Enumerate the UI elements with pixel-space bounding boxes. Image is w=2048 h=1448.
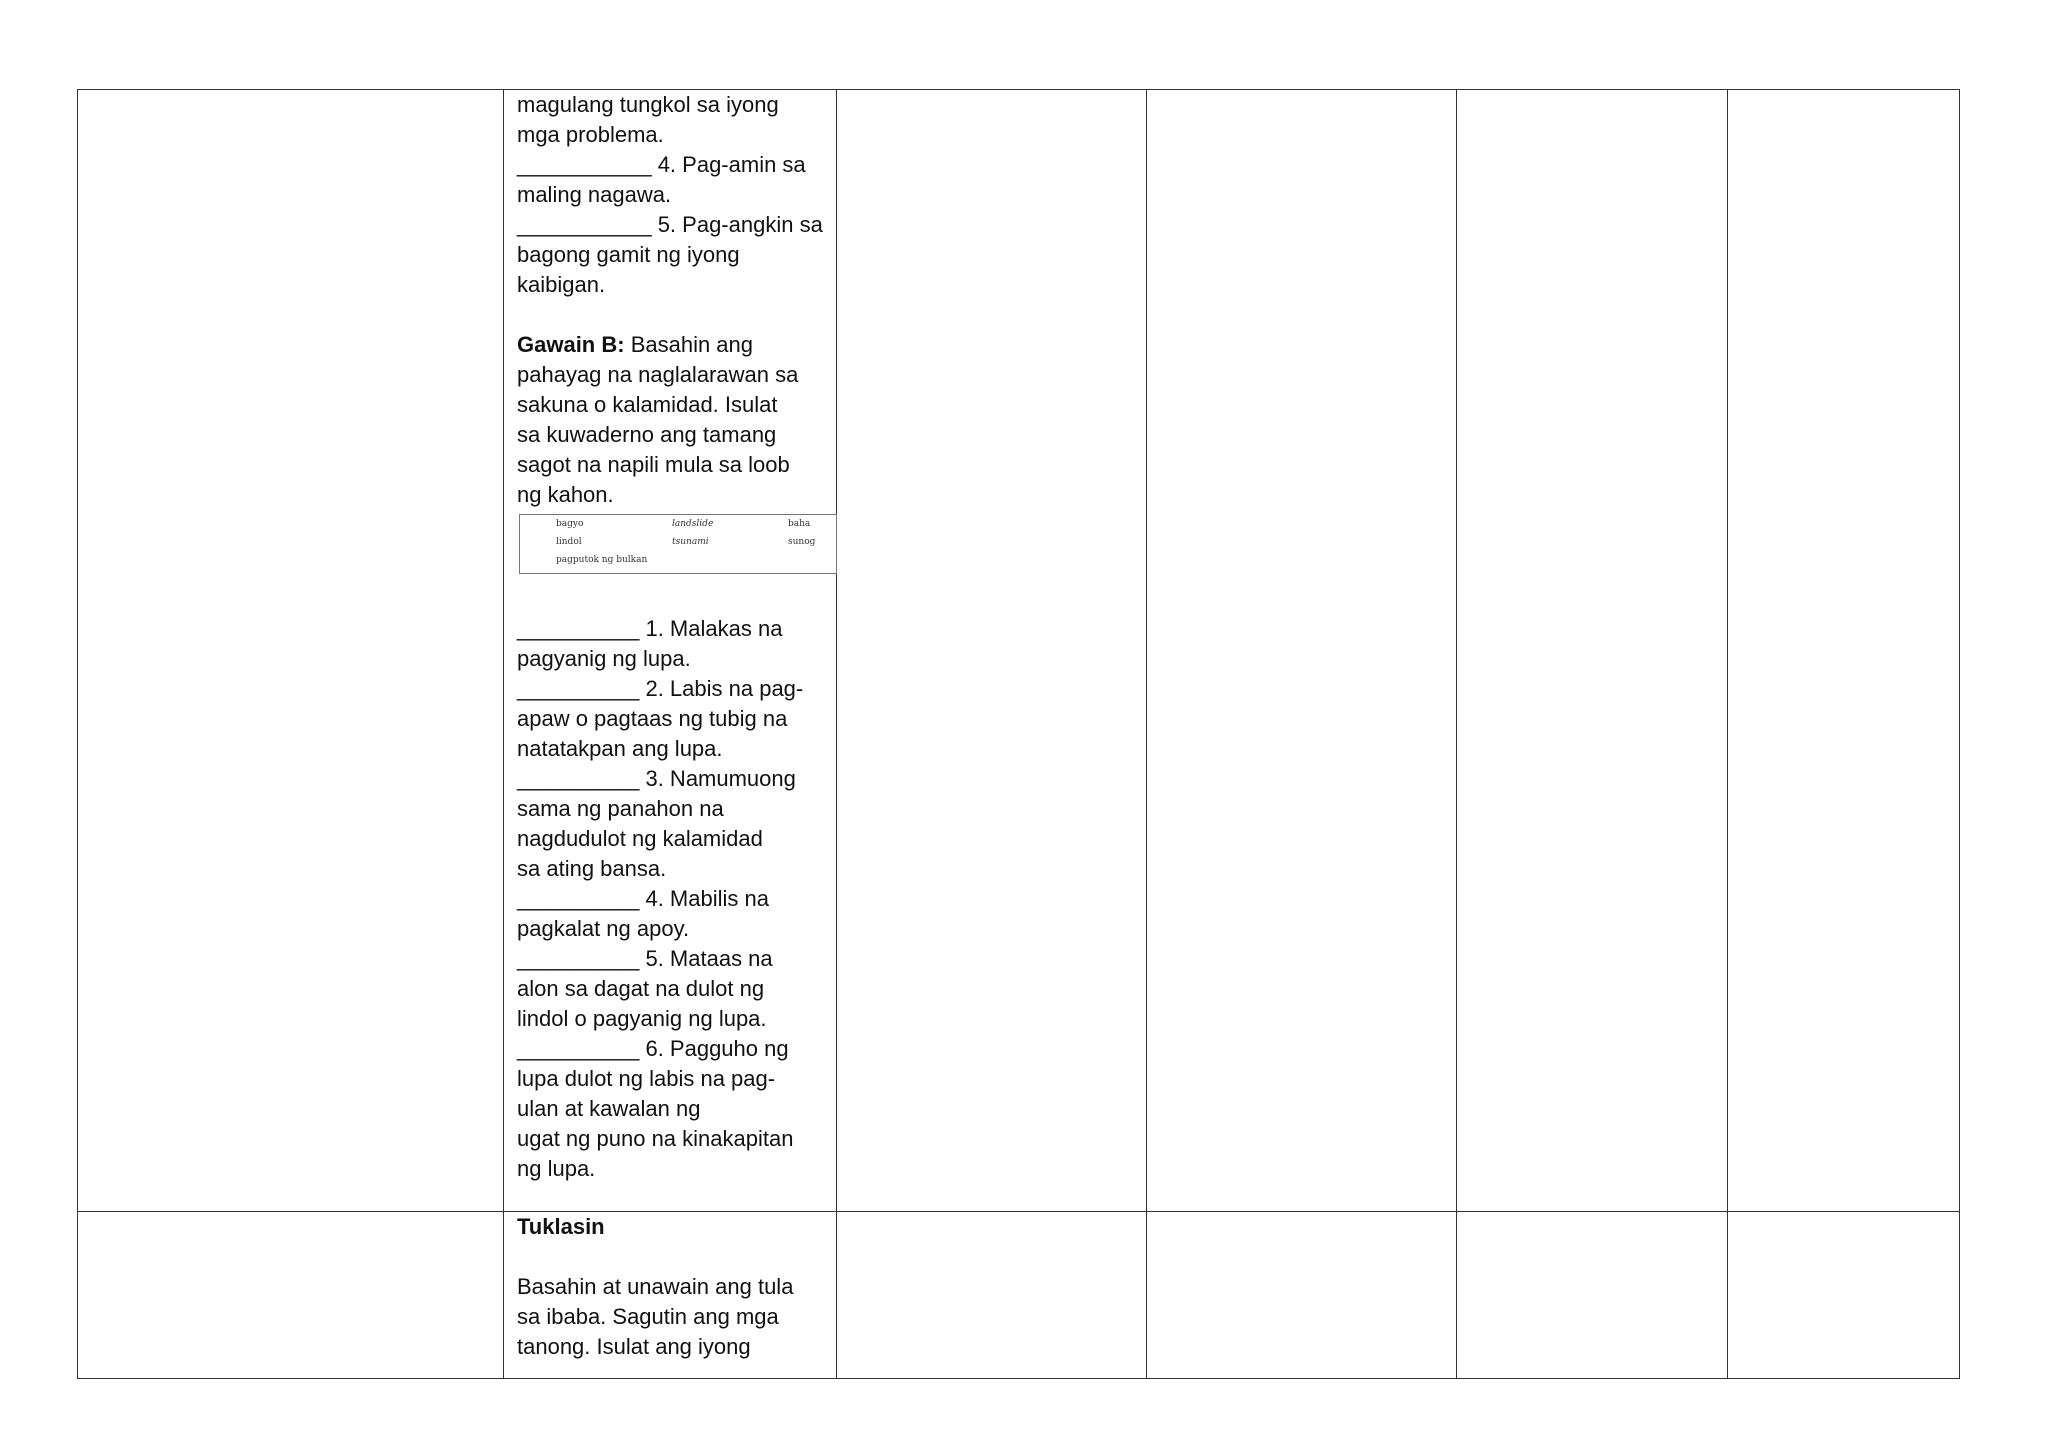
- table-row: [78, 1212, 1960, 1379]
- text-line: mga problema.: [517, 122, 664, 147]
- text-line: sakuna o kalamidad. Isulat: [517, 392, 778, 417]
- text-line: nagdudulot ng kalamidad: [517, 826, 763, 851]
- text-line: lupa dulot ng labis na pag-: [517, 1066, 776, 1091]
- text-line: sa kuwaderno ang tamang: [517, 422, 777, 447]
- word-choice: landslide: [672, 519, 714, 529]
- table-cell-empty: [78, 1212, 504, 1379]
- table-cell-empty: [837, 90, 1147, 1212]
- text-line: lindol o pagyanig ng lupa.: [517, 1006, 767, 1031]
- text-line: pahayag na naglalarawan sa: [517, 362, 799, 387]
- fill-in-item: ___________ 5. Pag-angkin sa: [517, 212, 823, 237]
- word-choice: sunog: [788, 537, 816, 547]
- text-line: magulang tungkol sa iyong: [517, 92, 779, 117]
- text-line: natatakpan ang lupa.: [517, 736, 723, 761]
- table-row: [78, 90, 1960, 1212]
- word-choice: pagputok ng bulkan: [556, 555, 648, 565]
- word-choice-box: [519, 514, 837, 574]
- table-cell-activity: [504, 1212, 837, 1379]
- text-line: pagyanig ng lupa.: [517, 646, 691, 671]
- table-cell-empty: [78, 90, 504, 1212]
- fill-in-item: __________ 1. Malakas na: [517, 616, 783, 641]
- gawain-b-label: Gawain B:: [517, 332, 625, 357]
- fill-in-item: __________ 2. Labis na pag-: [517, 676, 804, 701]
- section-heading: [517, 1212, 828, 1242]
- text-line: maling nagawa.: [517, 182, 672, 207]
- table-cell-empty: [1728, 1212, 1960, 1379]
- fill-in-item: ___________ 4. Pag-amin sa: [517, 152, 806, 177]
- text-line: sagot na napili mula sa loob: [517, 452, 790, 477]
- text-line: sama ng panahon na: [517, 796, 724, 821]
- cell-content: [504, 90, 836, 1184]
- text-run: Basahin ang: [624, 332, 754, 357]
- table-cell-empty: [837, 1212, 1147, 1379]
- word-choice: lindol: [556, 537, 582, 547]
- text-line: pagkalat ng apoy.: [517, 916, 690, 941]
- table-cell-empty: [1147, 1212, 1457, 1379]
- tuklasin-heading: Tuklasin: [517, 1214, 605, 1239]
- table-cell-empty: [1457, 90, 1728, 1212]
- text-line: sa ating bansa.: [517, 856, 667, 881]
- text-line: ulan at kawalan ng: [517, 1096, 701, 1121]
- text-line: ng kahon.: [517, 482, 614, 507]
- gawain-b-instruction: [517, 330, 828, 360]
- table-cell-activity: [504, 90, 837, 1212]
- table-cell-empty: [1147, 90, 1457, 1212]
- text-line: sa ibaba. Sagutin ang mga: [517, 1304, 779, 1329]
- text-line: ng lupa.: [517, 1156, 596, 1181]
- text-line: apaw o pagtaas ng tubig na: [517, 706, 788, 731]
- table-cell-empty: [1457, 1212, 1728, 1379]
- lesson-plan-table: [77, 89, 1960, 1379]
- word-choice: tsunami: [672, 537, 709, 547]
- fill-in-item: __________ 3. Namumuong: [517, 766, 796, 791]
- fill-in-item: __________ 5. Mataas na: [517, 946, 773, 971]
- word-choice: baha: [788, 519, 811, 529]
- text-line: bagong gamit ng iyong: [517, 242, 740, 267]
- fill-in-item: __________ 6. Pagguho ng: [517, 1036, 789, 1061]
- cell-content: [504, 1212, 836, 1362]
- table-cell-empty: [1728, 90, 1960, 1212]
- text-line: tanong. Isulat ang iyong: [517, 1334, 751, 1359]
- text-line: ugat ng puno na kinakapitan: [517, 1126, 794, 1151]
- text-line: alon sa dagat na dulot ng: [517, 976, 765, 1001]
- fill-in-item: __________ 4. Mabilis na: [517, 886, 769, 911]
- word-choice: bagyo: [556, 519, 584, 529]
- text-line: Basahin at unawain ang tula: [517, 1274, 794, 1299]
- text-line: kaibigan.: [517, 272, 606, 297]
